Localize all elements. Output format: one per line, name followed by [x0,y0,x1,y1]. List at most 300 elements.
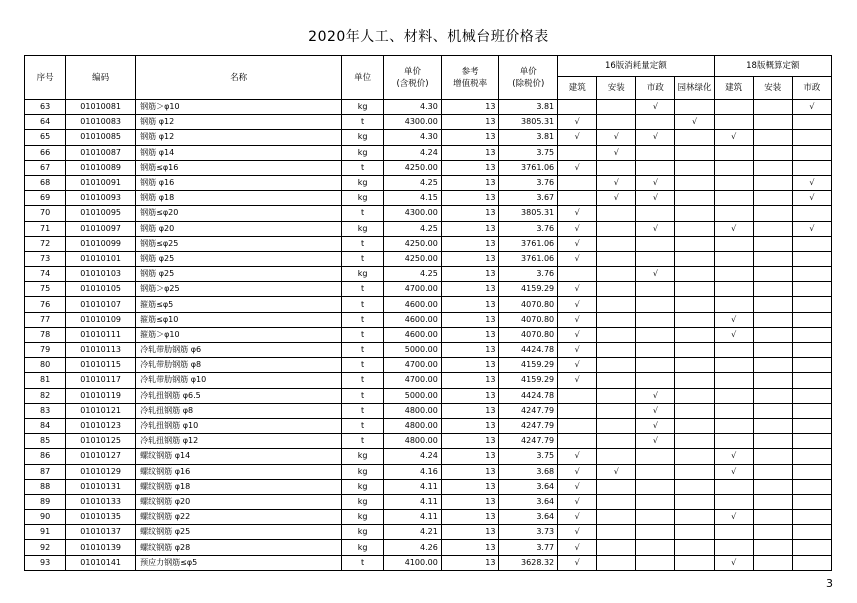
table-row [25,206,832,221]
row-price-excl: 3.64 [499,479,558,494]
row-16-landscape [675,282,714,297]
row-16-building: √ [558,358,597,373]
row-seq: 74 [25,267,66,282]
row-price-incl: 4.11 [384,494,442,509]
row-16-landscape: √ [675,115,714,130]
row-code: 01010093 [66,191,136,206]
row-18-building [714,479,753,494]
row-price-excl: 4247.79 [499,434,558,449]
row-18-install [753,312,792,327]
row-price-incl: 4.26 [384,540,442,555]
row-16-municipal: √ [636,267,675,282]
row-16-building: √ [558,221,597,236]
row-price-excl: 3.81 [499,130,558,145]
row-16-building [558,388,597,403]
row-price-excl: 4424.78 [499,343,558,358]
row-16-install [597,510,636,525]
row-18-install [753,115,792,130]
row-16-building [558,403,597,418]
row-16-landscape [675,343,714,358]
row-16-install [597,160,636,175]
row-tax-rate: 13 [441,388,499,403]
row-16-install [597,358,636,373]
row-price-incl: 4.11 [384,510,442,525]
row-16-municipal [636,540,675,555]
row-18-building [714,115,753,130]
row-name: 钢筋≤φ25 [136,236,342,251]
header-name: 名称 [136,56,342,100]
table-row [25,221,832,236]
row-16-landscape [675,388,714,403]
header-seq: 序号 [25,56,66,100]
table-row [25,145,832,160]
table-row [25,191,832,206]
row-18-install [753,540,792,555]
row-18-install [753,327,792,342]
row-16-landscape [675,251,714,266]
row-16-landscape [675,297,714,312]
row-price-excl: 3.76 [499,175,558,190]
row-18-building [714,251,753,266]
row-16-building [558,267,597,282]
row-tax-rate: 13 [441,555,499,570]
row-16-municipal [636,358,675,373]
row-tax-rate: 13 [441,100,499,115]
row-code: 01010081 [66,100,136,115]
row-16-landscape [675,221,714,236]
row-name: 钢筋 φ14 [136,145,342,160]
row-price-incl: 4.15 [384,191,442,206]
row-16-install [597,434,636,449]
row-18-install [753,100,792,115]
row-18-building [714,160,753,175]
row-price-incl: 4800.00 [384,434,442,449]
row-16-building: √ [558,540,597,555]
row-16-building: √ [558,327,597,342]
row-16-municipal: √ [636,191,675,206]
row-unit: kg [342,494,384,509]
row-16-install: √ [597,175,636,190]
row-tax-rate: 13 [441,282,499,297]
row-name: 预应力钢筋≤φ5 [136,555,342,570]
row-price-incl: 4.25 [384,221,442,236]
row-price-excl: 3761.06 [499,236,558,251]
row-16-install [597,115,636,130]
row-code: 01010091 [66,175,136,190]
row-16-municipal [636,343,675,358]
row-16-municipal: √ [636,175,675,190]
row-code: 01010113 [66,343,136,358]
row-16-building: √ [558,206,597,221]
row-name: 冷轧扭钢筋 φ8 [136,403,342,418]
row-16-install [597,236,636,251]
row-price-excl: 3.68 [499,464,558,479]
row-name: 钢筋 φ25 [136,267,342,282]
header-group-16: 16版消耗量定额 [558,56,714,77]
row-18-municipal [792,160,831,175]
row-16-municipal: √ [636,434,675,449]
row-code: 01010121 [66,403,136,418]
row-seq: 76 [25,297,66,312]
row-seq: 83 [25,403,66,418]
row-seq: 78 [25,327,66,342]
row-16-municipal: √ [636,221,675,236]
row-18-building: √ [714,312,753,327]
row-price-incl: 4250.00 [384,251,442,266]
row-code: 01010099 [66,236,136,251]
row-tax-rate: 13 [441,327,499,342]
row-16-building: √ [558,251,597,266]
row-16-install [597,100,636,115]
row-tax-rate: 13 [441,358,499,373]
row-code: 01010083 [66,115,136,130]
row-18-install [753,494,792,509]
row-16-municipal [636,464,675,479]
row-tax-rate: 13 [441,297,499,312]
table-row [25,494,832,509]
row-16-building: √ [558,510,597,525]
row-16-install: √ [597,130,636,145]
row-unit: t [342,115,384,130]
row-16-landscape [675,327,714,342]
table-row [25,418,832,433]
row-price-incl: 4250.00 [384,160,442,175]
row-tax-rate: 13 [441,160,499,175]
row-seq: 91 [25,525,66,540]
row-16-landscape [675,206,714,221]
row-unit: t [342,297,384,312]
row-price-incl: 4.11 [384,479,442,494]
row-18-municipal [792,282,831,297]
row-unit: kg [342,130,384,145]
row-tax-rate: 13 [441,115,499,130]
row-price-excl: 3.75 [499,145,558,160]
row-18-municipal [792,555,831,570]
row-price-excl: 3.64 [499,510,558,525]
row-18-municipal [792,434,831,449]
row-price-incl: 4700.00 [384,373,442,388]
row-code: 01010127 [66,449,136,464]
row-code: 01010133 [66,494,136,509]
row-16-install [597,540,636,555]
row-16-building: √ [558,373,597,388]
table-row [25,175,832,190]
row-16-landscape [675,479,714,494]
header-price-excl: 单价 (除税价) [499,56,558,100]
table-row [25,100,832,115]
row-16-building: √ [558,130,597,145]
row-18-municipal [792,510,831,525]
row-18-municipal [792,525,831,540]
row-tax-rate: 13 [441,130,499,145]
row-16-install [597,312,636,327]
row-name: 钢筋 φ18 [136,191,342,206]
row-tax-rate: 13 [441,434,499,449]
row-tax-rate: 13 [441,221,499,236]
row-16-municipal: √ [636,418,675,433]
row-16-landscape [675,130,714,145]
row-18-building [714,282,753,297]
row-code: 01010115 [66,358,136,373]
row-seq: 79 [25,343,66,358]
row-16-install [597,449,636,464]
row-16-landscape [675,525,714,540]
row-18-municipal [792,464,831,479]
row-18-municipal: √ [792,191,831,206]
row-price-excl: 3.64 [499,494,558,509]
row-18-municipal [792,130,831,145]
row-unit: kg [342,221,384,236]
header-price-incl: 单价 (含税价) [384,56,442,100]
header-16-install: 安装 [597,77,636,100]
row-16-municipal: √ [636,388,675,403]
row-16-install [597,206,636,221]
table-row [25,525,832,540]
row-16-landscape [675,449,714,464]
row-18-municipal [792,206,831,221]
row-16-landscape [675,464,714,479]
row-18-install [753,343,792,358]
row-name: 螺纹钢筋 φ18 [136,479,342,494]
row-tax-rate: 13 [441,206,499,221]
row-unit: t [342,388,384,403]
row-18-install [753,297,792,312]
row-price-excl: 3805.31 [499,206,558,221]
row-unit: kg [342,267,384,282]
row-unit: t [342,418,384,433]
row-seq: 81 [25,373,66,388]
row-18-municipal [792,343,831,358]
row-18-municipal [792,449,831,464]
table-row [25,388,832,403]
row-seq: 86 [25,449,66,464]
row-name: 螺纹钢筋 φ28 [136,540,342,555]
row-price-excl: 4070.80 [499,297,558,312]
row-18-install [753,555,792,570]
row-name: 螺纹钢筋 φ22 [136,510,342,525]
row-16-building: √ [558,343,597,358]
row-16-install [597,267,636,282]
row-code: 01010105 [66,282,136,297]
row-18-install [753,236,792,251]
header-code: 编码 [66,56,136,100]
row-price-excl: 3.77 [499,540,558,555]
row-16-building: √ [558,115,597,130]
row-18-building [714,540,753,555]
row-16-building: √ [558,160,597,175]
table-row [25,479,832,494]
table-row [25,236,832,251]
row-18-install [753,479,792,494]
row-price-excl: 4247.79 [499,418,558,433]
row-unit: kg [342,464,384,479]
row-price-incl: 4700.00 [384,358,442,373]
row-16-landscape [675,236,714,251]
header-16-landscape: 园林绿化 [675,77,714,100]
row-16-landscape [675,494,714,509]
row-seq: 82 [25,388,66,403]
row-seq: 69 [25,191,66,206]
row-unit: kg [342,175,384,190]
row-seq: 73 [25,251,66,266]
table-row [25,312,832,327]
row-18-install [753,510,792,525]
row-code: 01010119 [66,388,136,403]
row-name: 钢筋 φ12 [136,115,342,130]
row-16-municipal [636,206,675,221]
row-16-building [558,145,597,160]
row-18-install [753,434,792,449]
table-row [25,555,832,570]
row-tax-rate: 13 [441,267,499,282]
row-code: 01010139 [66,540,136,555]
row-18-install [753,388,792,403]
row-18-municipal [792,115,831,130]
row-seq: 75 [25,282,66,297]
row-16-municipal [636,236,675,251]
row-tax-rate: 13 [441,191,499,206]
row-18-building: √ [714,327,753,342]
table-row [25,403,832,418]
row-price-excl: 3.76 [499,221,558,236]
row-18-install [753,358,792,373]
row-16-building: √ [558,449,597,464]
row-code: 01010117 [66,373,136,388]
row-16-landscape [675,175,714,190]
row-seq: 77 [25,312,66,327]
row-tax-rate: 13 [441,403,499,418]
row-16-building: √ [558,464,597,479]
row-16-install [597,282,636,297]
row-price-incl: 4.21 [384,525,442,540]
row-18-building [714,525,753,540]
row-16-install [597,403,636,418]
row-18-municipal [792,358,831,373]
row-code: 01010135 [66,510,136,525]
row-18-building [714,494,753,509]
row-name: 钢筋 φ20 [136,221,342,236]
row-name: 冷轧扭钢筋 φ12 [136,434,342,449]
row-18-install [753,145,792,160]
row-16-install [597,418,636,433]
row-18-install [753,282,792,297]
row-name: 螺纹钢筋 φ16 [136,464,342,479]
row-18-install [753,373,792,388]
row-tax-rate: 13 [441,479,499,494]
row-18-building [714,191,753,206]
row-18-municipal [792,403,831,418]
row-price-excl: 3761.06 [499,160,558,175]
row-18-install [753,464,792,479]
row-price-excl: 4159.29 [499,282,558,297]
row-price-incl: 4.25 [384,267,442,282]
row-name: 冷轧带肋钢筋 φ10 [136,373,342,388]
row-18-install [753,251,792,266]
row-tax-rate: 13 [441,525,499,540]
price-table [24,55,832,571]
row-seq: 92 [25,540,66,555]
row-code: 01010087 [66,145,136,160]
row-price-excl: 4070.80 [499,312,558,327]
row-18-municipal: √ [792,175,831,190]
row-16-install: √ [597,191,636,206]
row-16-landscape [675,418,714,433]
row-18-install [753,449,792,464]
row-seq: 68 [25,175,66,190]
row-price-excl: 3.67 [499,191,558,206]
row-16-landscape [675,403,714,418]
table-row [25,358,832,373]
row-16-landscape [675,358,714,373]
row-price-incl: 4300.00 [384,206,442,221]
table-row [25,282,832,297]
row-18-install [753,403,792,418]
row-16-install [597,388,636,403]
row-18-install [753,525,792,540]
row-unit: t [342,343,384,358]
header-18-install: 安装 [753,77,792,100]
row-code: 01010089 [66,160,136,175]
header-unit: 单位 [342,56,384,100]
row-code: 01010095 [66,206,136,221]
row-price-incl: 4.30 [384,130,442,145]
row-code: 01010097 [66,221,136,236]
row-18-municipal [792,494,831,509]
row-seq: 64 [25,115,66,130]
row-18-building: √ [714,555,753,570]
row-name: 螺纹钢筋 φ20 [136,494,342,509]
row-unit: kg [342,510,384,525]
row-18-building [714,145,753,160]
row-18-municipal [792,373,831,388]
row-seq: 67 [25,160,66,175]
row-unit: t [342,206,384,221]
row-18-municipal [792,251,831,266]
row-name: 箍筋≤φ5 [136,297,342,312]
row-unit: kg [342,145,384,160]
row-16-municipal [636,479,675,494]
row-16-municipal [636,115,675,130]
header-tax-rate: 参考 增值税率 [441,56,499,100]
row-code: 01010123 [66,418,136,433]
row-16-install [597,555,636,570]
row-seq: 71 [25,221,66,236]
row-16-municipal: √ [636,100,675,115]
row-18-municipal [792,145,831,160]
row-name: 螺纹钢筋 φ14 [136,449,342,464]
row-16-building: √ [558,494,597,509]
row-16-building: √ [558,312,597,327]
row-18-municipal [792,540,831,555]
row-price-excl: 4424.78 [499,388,558,403]
row-unit: kg [342,479,384,494]
header-18-municipal: 市政 [792,77,831,100]
row-16-municipal [636,555,675,570]
row-16-municipal [636,251,675,266]
row-code: 01010085 [66,130,136,145]
row-18-municipal [792,388,831,403]
row-tax-rate: 13 [441,236,499,251]
row-name: 冷轧带肋钢筋 φ8 [136,358,342,373]
row-price-incl: 5000.00 [384,388,442,403]
page-number: 3 [826,577,833,590]
row-18-municipal [792,418,831,433]
table-row [25,267,832,282]
row-16-landscape [675,540,714,555]
row-price-incl: 4.24 [384,145,442,160]
row-16-municipal: √ [636,130,675,145]
row-16-building: √ [558,236,597,251]
